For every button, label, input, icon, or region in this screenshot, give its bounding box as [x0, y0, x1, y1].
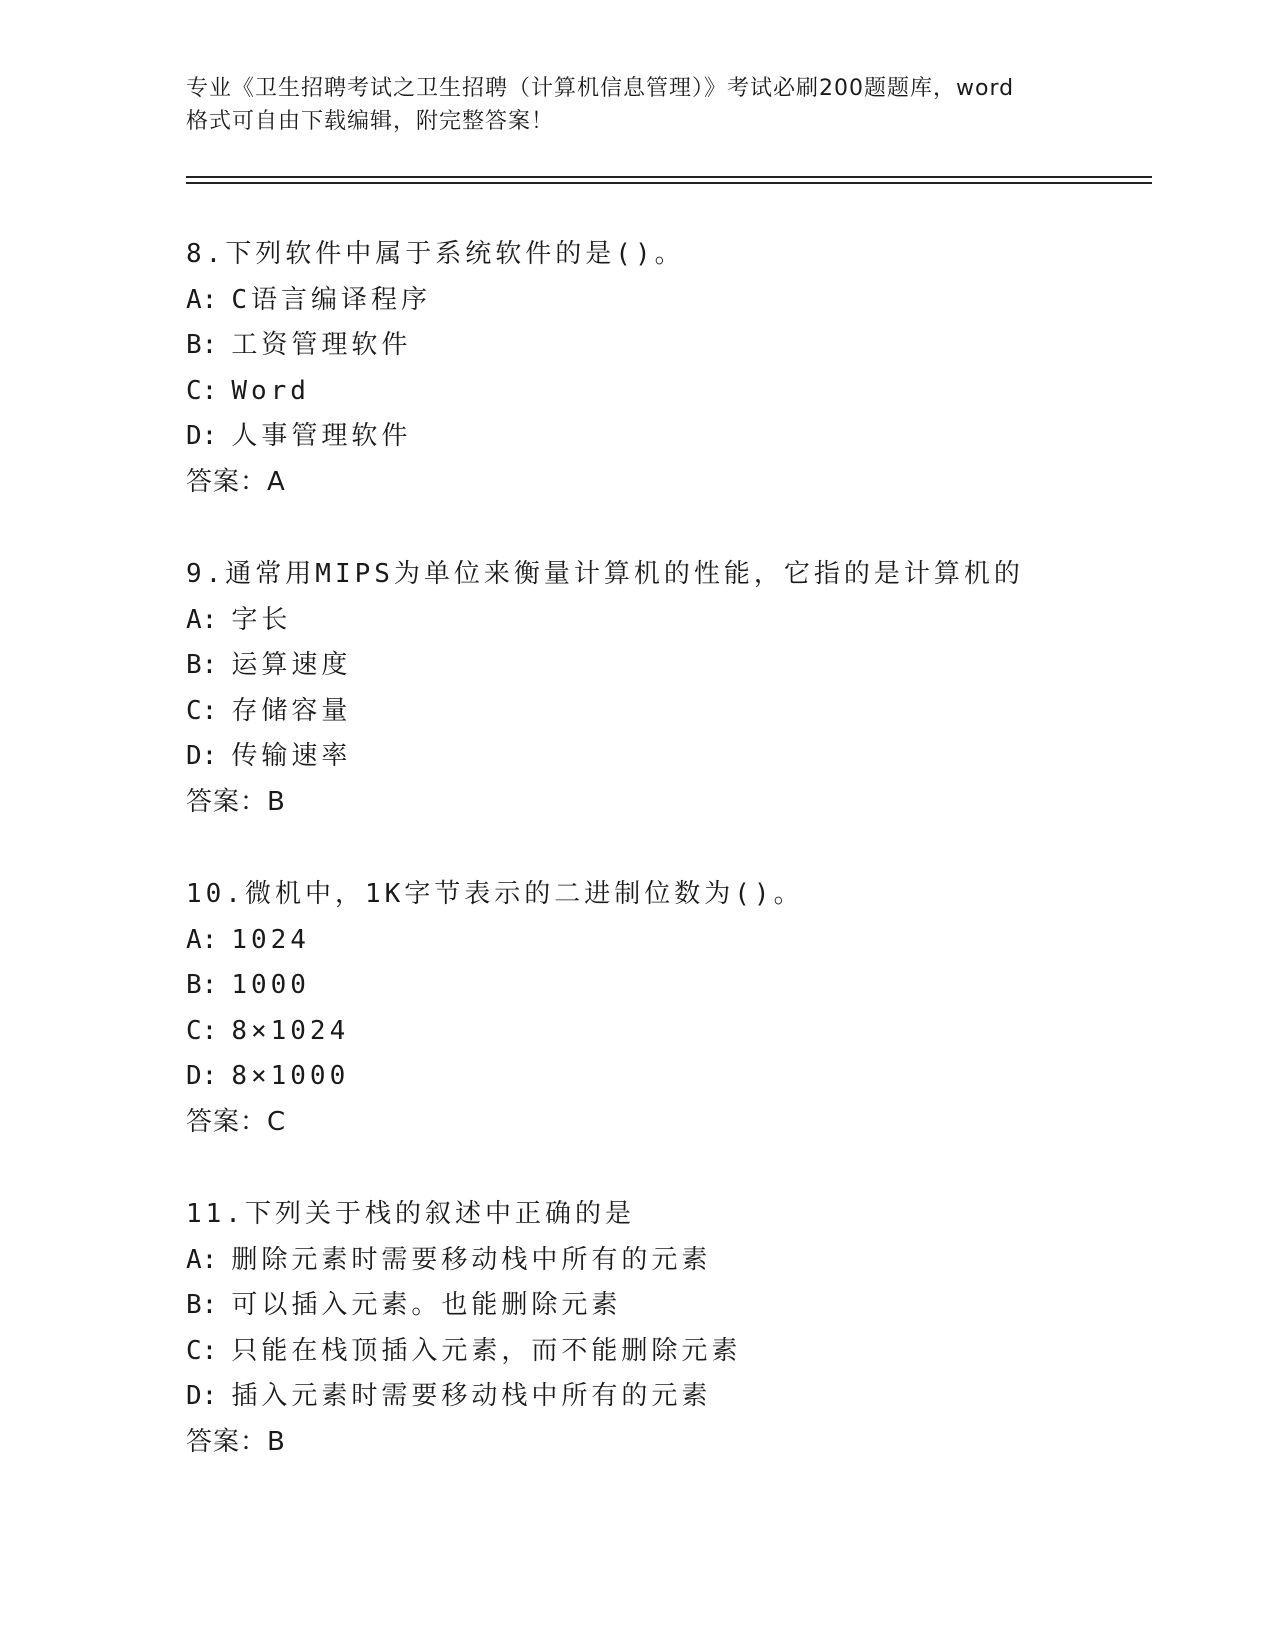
option-text: 字长	[231, 604, 292, 635]
option-c	[186, 1009, 1166, 1055]
option-text: 8×1000	[231, 1061, 350, 1091]
option-letter: C:	[186, 695, 218, 726]
option-letter: D:	[186, 421, 218, 451]
question-10	[186, 872, 1166, 1192]
option-d	[186, 1374, 1166, 1420]
option-text: 1024	[231, 924, 310, 955]
document-header	[186, 72, 1086, 138]
question-stem: 10.微机中，1K字节表示的二进制位数为()。	[186, 879, 804, 909]
answer-line: 答案：A	[186, 466, 286, 497]
option-text: C语言编译程序	[231, 284, 431, 315]
option-text: 8×1024	[231, 1015, 350, 1046]
option-text: 存储容量	[231, 695, 352, 726]
option-letter: B:	[186, 330, 218, 360]
option-c	[186, 1329, 1166, 1375]
question-stem: 9.通常用MIPS为单位来衡量计算机的性能，它指的是计算机的	[186, 559, 1024, 589]
option-text: 只能在栈顶插入元素，而不能删除元素	[231, 1335, 742, 1366]
option-letter: C:	[186, 375, 218, 406]
option-text: 可以插入元素。也能删除元素	[231, 1290, 622, 1320]
option-d	[186, 1054, 1166, 1100]
option-letter: D:	[186, 741, 218, 771]
answer-line: 答案：B	[186, 1426, 286, 1457]
option-letter: D:	[186, 1381, 218, 1411]
option-letter: A:	[186, 924, 218, 955]
option-letter: B:	[186, 970, 218, 1000]
option-b	[186, 323, 1166, 369]
answer-line: 答案：B	[186, 786, 286, 817]
option-c	[186, 369, 1166, 415]
option-d	[186, 734, 1166, 780]
option-text: 运算速度	[231, 650, 352, 680]
option-letter: B:	[186, 1290, 218, 1320]
option-a	[186, 598, 1166, 644]
option-text: 插入元素时需要移动栈中所有的元素	[231, 1381, 712, 1411]
option-a	[186, 918, 1166, 964]
option-letter: A:	[186, 284, 218, 315]
answer-line: 答案：C	[186, 1106, 287, 1137]
option-a	[186, 1238, 1166, 1284]
option-letter: C:	[186, 1015, 218, 1046]
option-letter: A:	[186, 604, 218, 635]
option-b	[186, 1283, 1166, 1329]
question-11	[186, 1192, 1166, 1512]
option-text: 1000	[231, 970, 310, 1000]
option-letter: A:	[186, 1244, 218, 1275]
option-c	[186, 689, 1166, 735]
option-d	[186, 414, 1166, 460]
option-a	[186, 278, 1166, 324]
option-b	[186, 963, 1166, 1009]
option-b	[186, 643, 1166, 689]
option-text: 人事管理软件	[231, 421, 412, 451]
question-stem: 8.下列软件中属于系统软件的是()。	[186, 239, 685, 269]
option-text: 删除元素时需要移动栈中所有的元素	[231, 1244, 712, 1275]
question-stem: 11.下列关于栈的叙述中正确的是	[186, 1199, 635, 1229]
option-letter: C:	[186, 1335, 218, 1366]
header-divider-bottom	[186, 182, 1152, 184]
header-divider-top	[186, 176, 1152, 178]
question-list	[186, 232, 1166, 1512]
question-9	[186, 552, 1166, 872]
option-text: 工资管理软件	[231, 330, 412, 360]
option-letter: B:	[186, 650, 218, 680]
option-text: 传输速率	[231, 741, 352, 771]
option-letter: D:	[186, 1061, 218, 1091]
header-line-2: 格式可自由下载编辑，附完整答案！	[186, 109, 555, 134]
header-line-1: 专业《卫生招聘考试之卫生招聘（计算机信息管理）》考试必刷200题题库，word	[186, 76, 1015, 101]
question-8	[186, 232, 1166, 552]
option-text: Word	[231, 375, 310, 406]
